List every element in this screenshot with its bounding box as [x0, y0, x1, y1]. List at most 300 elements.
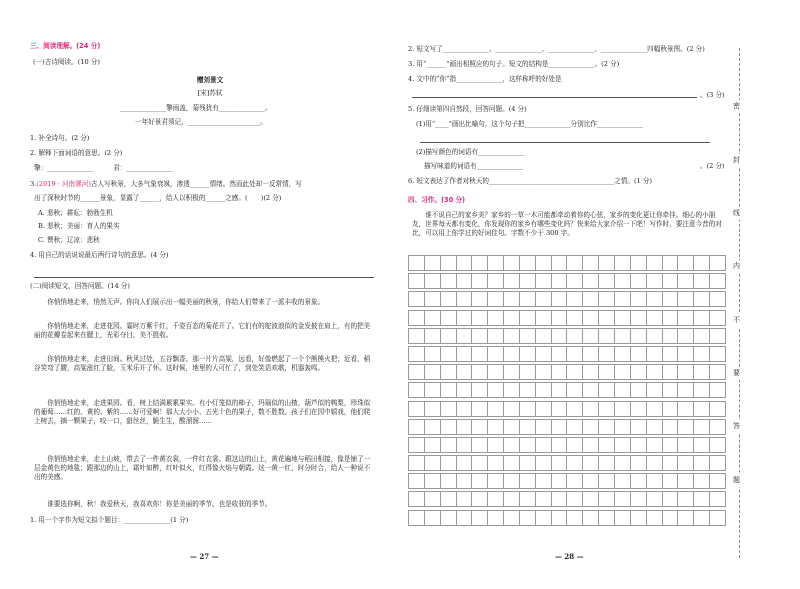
grid-cell[interactable]	[409, 492, 425, 507]
grid-cell[interactable]	[535, 419, 551, 434]
grid-cell[interactable]	[424, 383, 440, 398]
grid-cell[interactable]	[440, 292, 456, 307]
grid-cell[interactable]	[440, 474, 456, 489]
grid-cell[interactable]	[710, 401, 726, 416]
grid-cell[interactable]	[583, 456, 599, 471]
grid-cell[interactable]	[519, 274, 535, 289]
grid-cell[interactable]	[488, 365, 504, 380]
grid-cell[interactable]	[662, 456, 678, 471]
grid-cell[interactable]	[678, 310, 694, 325]
grid-cell[interactable]	[456, 292, 472, 307]
grid-cell[interactable]	[630, 346, 646, 361]
grid-cell[interactable]	[440, 401, 456, 416]
grid-cell[interactable]	[409, 274, 425, 289]
grid-cell[interactable]	[630, 310, 646, 325]
grid-cell[interactable]	[535, 292, 551, 307]
grid-cell[interactable]	[710, 492, 726, 507]
grid-cell[interactable]	[551, 292, 567, 307]
grid-cell[interactable]	[567, 274, 583, 289]
grid-cell[interactable]	[519, 456, 535, 471]
grid-cell[interactable]	[710, 510, 726, 525]
grid-cell[interactable]	[567, 492, 583, 507]
grid-cell[interactable]	[551, 492, 567, 507]
grid-cell[interactable]	[424, 328, 440, 343]
grid-cell[interactable]	[614, 346, 630, 361]
grid-cell[interactable]	[694, 292, 710, 307]
grid-cell[interactable]	[456, 328, 472, 343]
q5-1-answer-line[interactable]	[420, 142, 710, 143]
grid-cell[interactable]	[710, 437, 726, 452]
grid-cell[interactable]	[599, 456, 615, 471]
grid-cell[interactable]	[567, 456, 583, 471]
grid-cell[interactable]	[504, 274, 520, 289]
grid-cell[interactable]	[710, 274, 726, 289]
grid-cell[interactable]	[614, 419, 630, 434]
grid-cell[interactable]	[646, 437, 662, 452]
grid-cell[interactable]	[694, 383, 710, 398]
grid-cell[interactable]	[662, 365, 678, 380]
grid-cell[interactable]	[599, 310, 615, 325]
grid-cell[interactable]	[694, 274, 710, 289]
grid-cell[interactable]	[488, 510, 504, 525]
grid-cell[interactable]	[472, 456, 488, 471]
grid-cell[interactable]	[504, 419, 520, 434]
grid-cell[interactable]	[472, 274, 488, 289]
grid-cell[interactable]	[662, 274, 678, 289]
grid-cell[interactable]	[694, 365, 710, 380]
grid-cell[interactable]	[440, 492, 456, 507]
grid-cell[interactable]	[678, 456, 694, 471]
grid-cell[interactable]	[472, 365, 488, 380]
grid-cell[interactable]	[710, 419, 726, 434]
grid-cell[interactable]	[599, 510, 615, 525]
grid-cell[interactable]	[614, 292, 630, 307]
composition-grid[interactable]	[408, 255, 726, 507]
grid-cell[interactable]	[409, 346, 425, 361]
grid-cell[interactable]	[472, 383, 488, 398]
grid-cell[interactable]	[599, 401, 615, 416]
grid-cell[interactable]	[599, 437, 615, 452]
grid-cell[interactable]	[630, 474, 646, 489]
grid-cell[interactable]	[424, 510, 440, 525]
grid-cell[interactable]	[662, 510, 678, 525]
grid-cell[interactable]	[599, 365, 615, 380]
grid-cell[interactable]	[678, 256, 694, 271]
grid-cell[interactable]	[567, 310, 583, 325]
grid-cell[interactable]	[662, 256, 678, 271]
grid-cell[interactable]	[646, 328, 662, 343]
grid-cell[interactable]	[630, 401, 646, 416]
grid-cell[interactable]	[630, 492, 646, 507]
grid-cell[interactable]	[710, 292, 726, 307]
grid-cell[interactable]	[535, 474, 551, 489]
grid-cell[interactable]	[472, 292, 488, 307]
grid-cell[interactable]	[662, 383, 678, 398]
grid-cell[interactable]	[599, 328, 615, 343]
grid-cell[interactable]	[456, 401, 472, 416]
grid-cell[interactable]	[646, 274, 662, 289]
grid-cell[interactable]	[440, 510, 456, 525]
grid-cell[interactable]	[646, 292, 662, 307]
grid-cell[interactable]	[710, 346, 726, 361]
grid-cell[interactable]	[535, 492, 551, 507]
grid-cell[interactable]	[551, 401, 567, 416]
grid-cell[interactable]	[488, 419, 504, 434]
grid-cell[interactable]	[694, 401, 710, 416]
grid-cell[interactable]	[551, 365, 567, 380]
grid-cell[interactable]	[551, 419, 567, 434]
grid-cell[interactable]	[599, 292, 615, 307]
grid-cell[interactable]	[678, 274, 694, 289]
grid-cell[interactable]	[472, 328, 488, 343]
grid-cell[interactable]	[567, 401, 583, 416]
grid-cell[interactable]	[567, 383, 583, 398]
grid-cell[interactable]	[504, 328, 520, 343]
grid-cell[interactable]	[646, 346, 662, 361]
grid-cell[interactable]	[424, 401, 440, 416]
grid-cell[interactable]	[567, 474, 583, 489]
grid-cell[interactable]	[630, 456, 646, 471]
grid-cell[interactable]	[409, 365, 425, 380]
grid-cell[interactable]	[472, 346, 488, 361]
grid-cell[interactable]	[583, 401, 599, 416]
grid-cell[interactable]	[409, 474, 425, 489]
grid-cell[interactable]	[424, 474, 440, 489]
grid-cell[interactable]	[630, 256, 646, 271]
grid-cell[interactable]	[456, 474, 472, 489]
grid-cell[interactable]	[409, 292, 425, 307]
grid-cell[interactable]	[583, 274, 599, 289]
grid-cell[interactable]	[662, 419, 678, 434]
grid-cell[interactable]	[678, 474, 694, 489]
grid-cell[interactable]	[424, 437, 440, 452]
grid-cell[interactable]	[646, 256, 662, 271]
grid-cell[interactable]	[614, 256, 630, 271]
grid-cell[interactable]	[662, 292, 678, 307]
grid-cell[interactable]	[440, 437, 456, 452]
grid-cell[interactable]	[694, 492, 710, 507]
grid-cell[interactable]	[409, 328, 425, 343]
grid-cell[interactable]	[551, 274, 567, 289]
grid-cell[interactable]	[456, 365, 472, 380]
grid-cell[interactable]	[646, 365, 662, 380]
grid-cell[interactable]	[551, 474, 567, 489]
grid-cell[interactable]	[488, 474, 504, 489]
grid-cell[interactable]	[630, 419, 646, 434]
grid-cell[interactable]	[567, 328, 583, 343]
grid-cell[interactable]	[583, 256, 599, 271]
grid-cell[interactable]	[599, 474, 615, 489]
grid-cell[interactable]	[630, 510, 646, 525]
grid-cell[interactable]	[504, 492, 520, 507]
grid-cell[interactable]	[456, 274, 472, 289]
grid-cell[interactable]	[440, 419, 456, 434]
grid-cell[interactable]	[694, 510, 710, 525]
grid-cell[interactable]	[567, 292, 583, 307]
grid-cell[interactable]	[535, 401, 551, 416]
grid-cell[interactable]	[535, 437, 551, 452]
grid-cell[interactable]	[599, 419, 615, 434]
grid-cell[interactable]	[630, 274, 646, 289]
grid-cell[interactable]	[504, 510, 520, 525]
grid-cell[interactable]	[456, 383, 472, 398]
grid-cell[interactable]	[504, 456, 520, 471]
grid-cell[interactable]	[551, 310, 567, 325]
grid-cell[interactable]	[630, 328, 646, 343]
grid-cell[interactable]	[488, 346, 504, 361]
grid-cell[interactable]	[694, 474, 710, 489]
grid-cell[interactable]	[488, 256, 504, 271]
grid-cell[interactable]	[456, 310, 472, 325]
grid-cell[interactable]	[535, 274, 551, 289]
grid-cell[interactable]	[519, 510, 535, 525]
grid-cell[interactable]	[710, 474, 726, 489]
grid-cell[interactable]	[646, 310, 662, 325]
grid-cell[interactable]	[614, 383, 630, 398]
grid-cell[interactable]	[567, 510, 583, 525]
grid-cell[interactable]	[662, 474, 678, 489]
grid-cell[interactable]	[614, 365, 630, 380]
grid-cell[interactable]	[678, 492, 694, 507]
grid-cell[interactable]	[535, 383, 551, 398]
grid-cell[interactable]	[519, 328, 535, 343]
grid-cell[interactable]	[551, 510, 567, 525]
grid-cell[interactable]	[710, 310, 726, 325]
grid-cell[interactable]	[678, 401, 694, 416]
grid-cell[interactable]	[472, 419, 488, 434]
grid-cell[interactable]	[504, 474, 520, 489]
grid-cell[interactable]	[424, 256, 440, 271]
grid-cell[interactable]	[456, 456, 472, 471]
grid-cell[interactable]	[551, 346, 567, 361]
grid-cell[interactable]	[424, 310, 440, 325]
grid-cell[interactable]	[504, 401, 520, 416]
grid-cell[interactable]	[583, 492, 599, 507]
grid-cell[interactable]	[488, 401, 504, 416]
grid-cell[interactable]	[614, 474, 630, 489]
grid-cell[interactable]	[694, 346, 710, 361]
grid-cell[interactable]	[409, 510, 425, 525]
grid-cell[interactable]	[678, 437, 694, 452]
grid-cell[interactable]	[614, 456, 630, 471]
grid-cell[interactable]	[409, 383, 425, 398]
grid-cell[interactable]	[614, 401, 630, 416]
grid-cell[interactable]	[614, 437, 630, 452]
grid-cell[interactable]	[678, 292, 694, 307]
grid-cell[interactable]	[678, 365, 694, 380]
grid-cell[interactable]	[630, 437, 646, 452]
grid-cell[interactable]	[519, 292, 535, 307]
grid-cell[interactable]	[646, 474, 662, 489]
grid-cell[interactable]	[662, 328, 678, 343]
grid-cell[interactable]	[504, 292, 520, 307]
q4-answer-line[interactable]	[412, 97, 697, 98]
grid-cell[interactable]	[614, 274, 630, 289]
grid-cell[interactable]	[551, 383, 567, 398]
grid-cell[interactable]	[456, 419, 472, 434]
grid-cell[interactable]	[710, 383, 726, 398]
grid-cell[interactable]	[551, 256, 567, 271]
grid-cell[interactable]	[567, 256, 583, 271]
grid-cell[interactable]	[488, 383, 504, 398]
grid-cell[interactable]	[488, 310, 504, 325]
grid-cell[interactable]	[440, 365, 456, 380]
grid-cell[interactable]	[567, 365, 583, 380]
grid-cell[interactable]	[519, 365, 535, 380]
grid-cell[interactable]	[583, 474, 599, 489]
grid-cell[interactable]	[409, 256, 425, 271]
grid-cell[interactable]	[504, 437, 520, 452]
grid-cell[interactable]	[662, 492, 678, 507]
grid-cell[interactable]	[630, 365, 646, 380]
grid-cell[interactable]	[519, 492, 535, 507]
grid-cell[interactable]	[551, 456, 567, 471]
grid-cell[interactable]	[678, 346, 694, 361]
grid-cell[interactable]	[472, 474, 488, 489]
grid-cell[interactable]	[472, 492, 488, 507]
grid-cell[interactable]	[519, 310, 535, 325]
grid-cell[interactable]	[583, 328, 599, 343]
grid-cell[interactable]	[583, 346, 599, 361]
grid-cell[interactable]	[424, 456, 440, 471]
grid-cell[interactable]	[583, 510, 599, 525]
grid-cell[interactable]	[694, 256, 710, 271]
grid-cell[interactable]	[694, 419, 710, 434]
grid-cell[interactable]	[456, 492, 472, 507]
grid-cell[interactable]	[583, 292, 599, 307]
grid-cell[interactable]	[504, 383, 520, 398]
grid-cell[interactable]	[678, 383, 694, 398]
grid-cell[interactable]	[535, 328, 551, 343]
grid-cell[interactable]	[488, 492, 504, 507]
grid-cell[interactable]	[440, 456, 456, 471]
q4-answer-line[interactable]	[34, 277, 374, 278]
grid-cell[interactable]	[535, 346, 551, 361]
grid-cell[interactable]	[409, 401, 425, 416]
grid-cell[interactable]	[630, 383, 646, 398]
grid-cell[interactable]	[583, 419, 599, 434]
grid-cell[interactable]	[424, 274, 440, 289]
grid-cell[interactable]	[488, 328, 504, 343]
grid-cell[interactable]	[710, 328, 726, 343]
grid-cell[interactable]	[535, 456, 551, 471]
grid-cell[interactable]	[456, 256, 472, 271]
grid-cell[interactable]	[519, 437, 535, 452]
grid-cell[interactable]	[504, 310, 520, 325]
grid-cell[interactable]	[646, 419, 662, 434]
grid-cell[interactable]	[599, 346, 615, 361]
grid-cell[interactable]	[662, 401, 678, 416]
grid-cell[interactable]	[599, 383, 615, 398]
grid-cell[interactable]	[646, 401, 662, 416]
grid-cell[interactable]	[694, 437, 710, 452]
grid-cell[interactable]	[456, 510, 472, 525]
grid-cell[interactable]	[472, 437, 488, 452]
grid-cell[interactable]	[519, 401, 535, 416]
grid-cell[interactable]	[583, 383, 599, 398]
grid-cell[interactable]	[614, 492, 630, 507]
grid-cell[interactable]	[424, 365, 440, 380]
grid-cell[interactable]	[456, 437, 472, 452]
grid-cell[interactable]	[424, 346, 440, 361]
grid-cell[interactable]	[694, 456, 710, 471]
grid-cell[interactable]	[424, 292, 440, 307]
grid-cell[interactable]	[535, 365, 551, 380]
grid-cell[interactable]	[694, 328, 710, 343]
grid-cell[interactable]	[440, 256, 456, 271]
grid-cell[interactable]	[614, 310, 630, 325]
grid-cell[interactable]	[488, 274, 504, 289]
grid-cell[interactable]	[678, 328, 694, 343]
grid-cell[interactable]	[599, 256, 615, 271]
grid-cell[interactable]	[488, 437, 504, 452]
grid-cell[interactable]	[409, 310, 425, 325]
grid-cell[interactable]	[630, 292, 646, 307]
grid-cell[interactable]	[409, 456, 425, 471]
grid-cell[interactable]	[614, 510, 630, 525]
grid-cell[interactable]	[583, 365, 599, 380]
grid-cell[interactable]	[583, 437, 599, 452]
grid-cell[interactable]	[424, 492, 440, 507]
grid-cell[interactable]	[504, 346, 520, 361]
grid-cell[interactable]	[535, 310, 551, 325]
grid-cell[interactable]	[662, 346, 678, 361]
grid-cell[interactable]	[583, 310, 599, 325]
grid-cell[interactable]	[662, 310, 678, 325]
grid-cell[interactable]	[678, 510, 694, 525]
grid-cell[interactable]	[646, 383, 662, 398]
grid-cell[interactable]	[678, 419, 694, 434]
grid-cell[interactable]	[567, 437, 583, 452]
grid-cell[interactable]	[614, 328, 630, 343]
grid-cell[interactable]	[472, 310, 488, 325]
grid-cell[interactable]	[519, 256, 535, 271]
grid-cell[interactable]	[567, 346, 583, 361]
grid-cell[interactable]	[710, 256, 726, 271]
grid-cell[interactable]	[440, 310, 456, 325]
grid-cell[interactable]	[646, 510, 662, 525]
grid-cell[interactable]	[710, 365, 726, 380]
grid-cell[interactable]	[488, 456, 504, 471]
grid-cell[interactable]	[424, 419, 440, 434]
grid-cell[interactable]	[504, 256, 520, 271]
grid-cell[interactable]	[646, 492, 662, 507]
grid-cell[interactable]	[519, 419, 535, 434]
grid-cell[interactable]	[472, 256, 488, 271]
grid-cell[interactable]	[472, 510, 488, 525]
grid-cell[interactable]	[472, 401, 488, 416]
grid-cell[interactable]	[440, 383, 456, 398]
grid-cell[interactable]	[567, 419, 583, 434]
grid-cell[interactable]	[662, 437, 678, 452]
grid-cell[interactable]	[519, 383, 535, 398]
grid-cell[interactable]	[599, 492, 615, 507]
grid-cell[interactable]	[440, 274, 456, 289]
grid-cell[interactable]	[694, 310, 710, 325]
grid-cell[interactable]	[710, 456, 726, 471]
grid-cell[interactable]	[504, 365, 520, 380]
grid-cell[interactable]	[646, 456, 662, 471]
grid-cell[interactable]	[535, 256, 551, 271]
grid-cell[interactable]	[519, 346, 535, 361]
grid-cell[interactable]	[599, 274, 615, 289]
grid-cell[interactable]	[409, 419, 425, 434]
grid-cell[interactable]	[456, 346, 472, 361]
grid-cell[interactable]	[440, 328, 456, 343]
grid-cell[interactable]	[551, 437, 567, 452]
grid-cell[interactable]	[440, 346, 456, 361]
grid-cell[interactable]	[535, 510, 551, 525]
